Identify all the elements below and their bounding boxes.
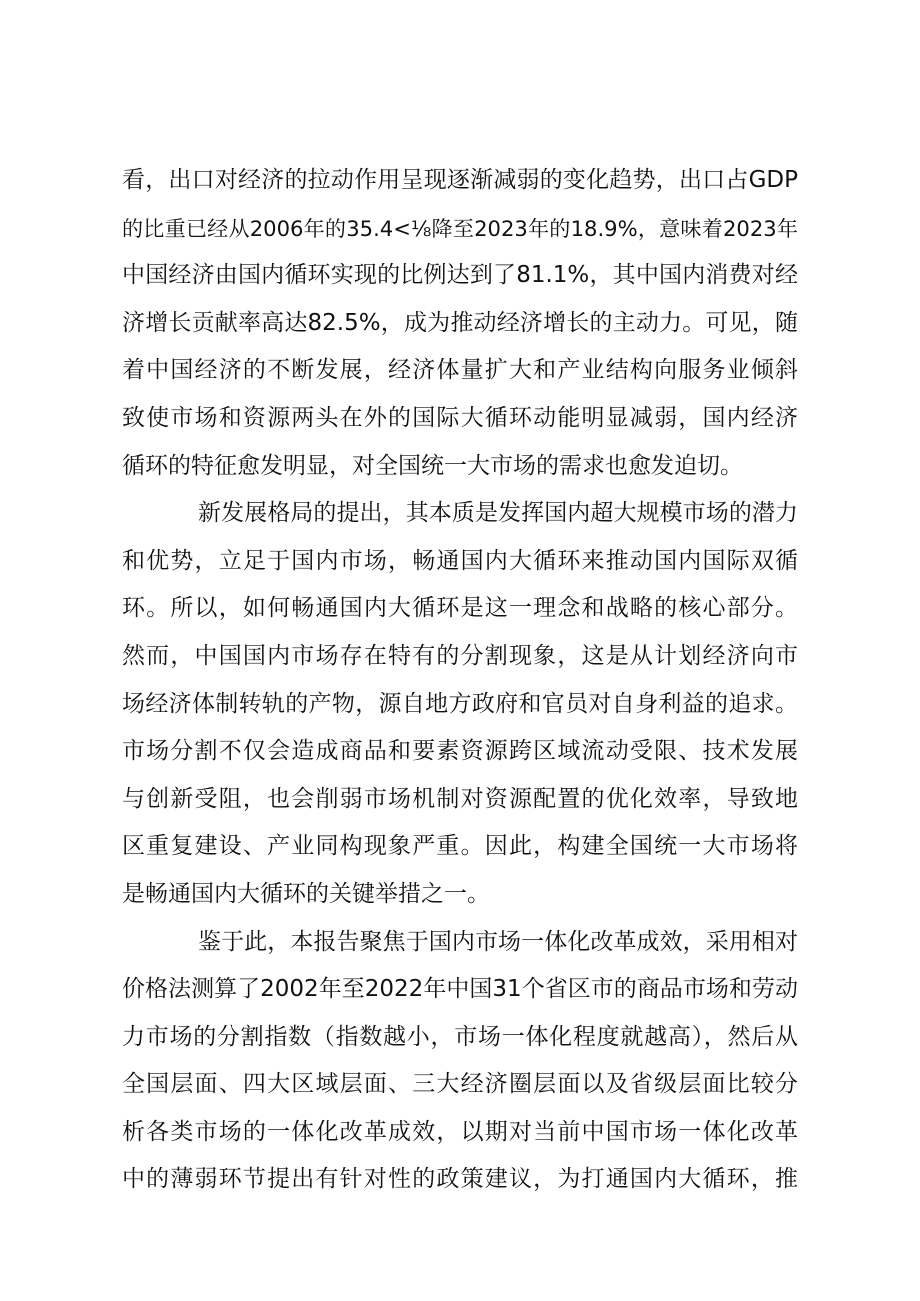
text-line: 场经济体制转轨的产物，源自地方政府和官员对自身利益的追求。 — [122, 690, 798, 717]
text-line: 鉴于此，本报告聚焦于国内市场一体化改革成效，采用相对 — [198, 928, 798, 955]
text-line: 然而，中国国内市场存在特有的分割现象，这是从计划经济向市 — [122, 642, 798, 669]
text-line: 的比重已经从2006年的35.4<⅛降至2023年的18.9%，意味着2023年 — [122, 215, 798, 241]
text-line: 与创新受阻，也会削弱市场机制对资源配置的优化效率，导致地 — [122, 785, 798, 812]
text-line: 环。所以，如何畅通国内大循环是这一理念和战略的核心部分。 — [122, 595, 798, 622]
text-line: 全国层面、四大区域层面、三大经济圈层面以及省级层面比较分 — [122, 1071, 798, 1098]
text-line: 析各类市场的一体化改革成效，以期对当前中国市场一体化改革 — [122, 1118, 798, 1145]
text-line: 新发展格局的提出，其本质是发挥国内超大规模市场的潜力 — [198, 500, 798, 527]
text-line: 力市场的分割指数（指数越小，市场一体化程度就越高），然后从 — [122, 1023, 798, 1050]
text-line: 致使市场和资源两头在外的国际大循环动能明显减弱，国内经济 — [122, 404, 798, 431]
text-line: 中国经济由国内循环实现的比例达到了81.1%，其中国内消费对经 — [122, 262, 798, 289]
text-line: 价格法测算了2002年至2022年中国31个省区市的商品市场和劳动 — [122, 976, 798, 1003]
text-line: 循环的特征愈发明显，对全国统一大市场的需求也愈发迫切。 — [122, 452, 743, 479]
text-line: 看，出口对经济的拉动作用呈现逐渐减弱的变化趋势，出口占GDP — [122, 167, 798, 193]
text-line: 中的薄弱环节提出有针对性的政策建议，为打通国内大循环，推 — [122, 1166, 798, 1193]
text-line: 是畅通国内大循环的关键举措之一。 — [122, 880, 490, 907]
text-line: 市场分割不仅会造成商品和要素资源跨区域流动受限、技术发展 — [122, 738, 798, 765]
text-line: 着中国经济的不断发展，经济体量扩大和产业结构向服务业倾斜 — [122, 357, 798, 384]
text-line: 区重复建设、产业同构现象严重。因此，构建全国统一大市场将 — [122, 833, 798, 860]
body-text — [122, 157, 798, 1204]
text-line: 济增长贡献率高达82.5%，成为推动经济增长的主动力。可见，随 — [122, 309, 798, 336]
text-line: 和优势，立足于国内市场，畅通国内大循环来推动国内国际双循 — [122, 547, 798, 574]
